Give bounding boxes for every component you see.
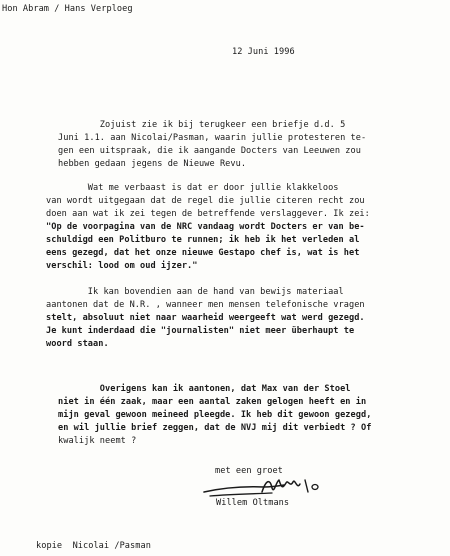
- paragraph-line: schuldigd een Politburo te runnen; ik heb ik het verleden al: [46, 235, 360, 245]
- paragraph-line: "Op de voorpagina van de NRC vandaag wordt Docters er van be-: [46, 222, 365, 232]
- closing-signer: Willem Oltmans: [216, 498, 290, 508]
- header-parties: Hon Abram / Hans Verploeg: [2, 4, 133, 14]
- paragraph-line: Zojuist zie ik bij terugkeer een briefje d.d. 5: [58, 120, 346, 130]
- paragraph-line: woord staan.: [46, 339, 109, 349]
- paragraph-line: kwalijk neemt ?: [58, 436, 137, 446]
- paragraph-line: Je kunt inderdaad die "journalisten" niet meer überhaupt te: [46, 326, 355, 336]
- paragraph-line: gen een uitspraak, die ik aangande Docters van Leeuwen zou: [58, 146, 361, 156]
- paragraph-line: niet in één zaak, maar een aantal zaken gelogen heeft en in: [58, 397, 367, 407]
- paragraph-line: Wat me verbaast is dat er door jullie klakkeloos: [46, 183, 339, 193]
- paragraph-line: mijn geval gewoon meineed pleegde. Ik heb dit gewoon gezegd,: [58, 410, 372, 420]
- paragraph-line: stelt, absoluut niet naar waarheid weergeeft wat werd gezegd.: [46, 313, 365, 323]
- paragraph-line: Ik kan bovendien aan de hand van bewijs materiaal: [46, 287, 344, 297]
- paragraph-line: eens gezegd, dat het onze nieuwe Gestapo chef is, wat is het: [46, 248, 360, 258]
- paragraph-line: Juni 1.1. aan Nicolai/Pasman, waarin jullie protesteren te-: [58, 133, 367, 143]
- paragraph-line: aantonen dat de N.R. , wanneer men mensen telefonische vragen: [46, 300, 365, 310]
- letter-date: 12 Juni 1996: [232, 47, 295, 57]
- paragraph-line: Overigens kan ik aantonen, dat Max van der Stoel: [58, 384, 351, 394]
- paragraph-line: van wordt uitgegaan dat de regel die jullie citeren recht zou: [46, 196, 365, 206]
- paragraph-line: en wil jullie brief zeggen, dat de NVJ mij dit verbiedt ? Of: [58, 423, 372, 433]
- closing-greeting: met een groet: [215, 466, 283, 476]
- cc-line: kopie Nicolai /Pasman: [36, 541, 151, 551]
- paragraph-line: hebben gedaan jegens de Nieuwe Revu.: [58, 159, 247, 169]
- paragraph-line: doen aan wat ik zei tegen de betreffende verslaggever. Ik zei:: [46, 209, 370, 219]
- paragraph-line: verschil: lood om oud ijzer.": [46, 261, 198, 271]
